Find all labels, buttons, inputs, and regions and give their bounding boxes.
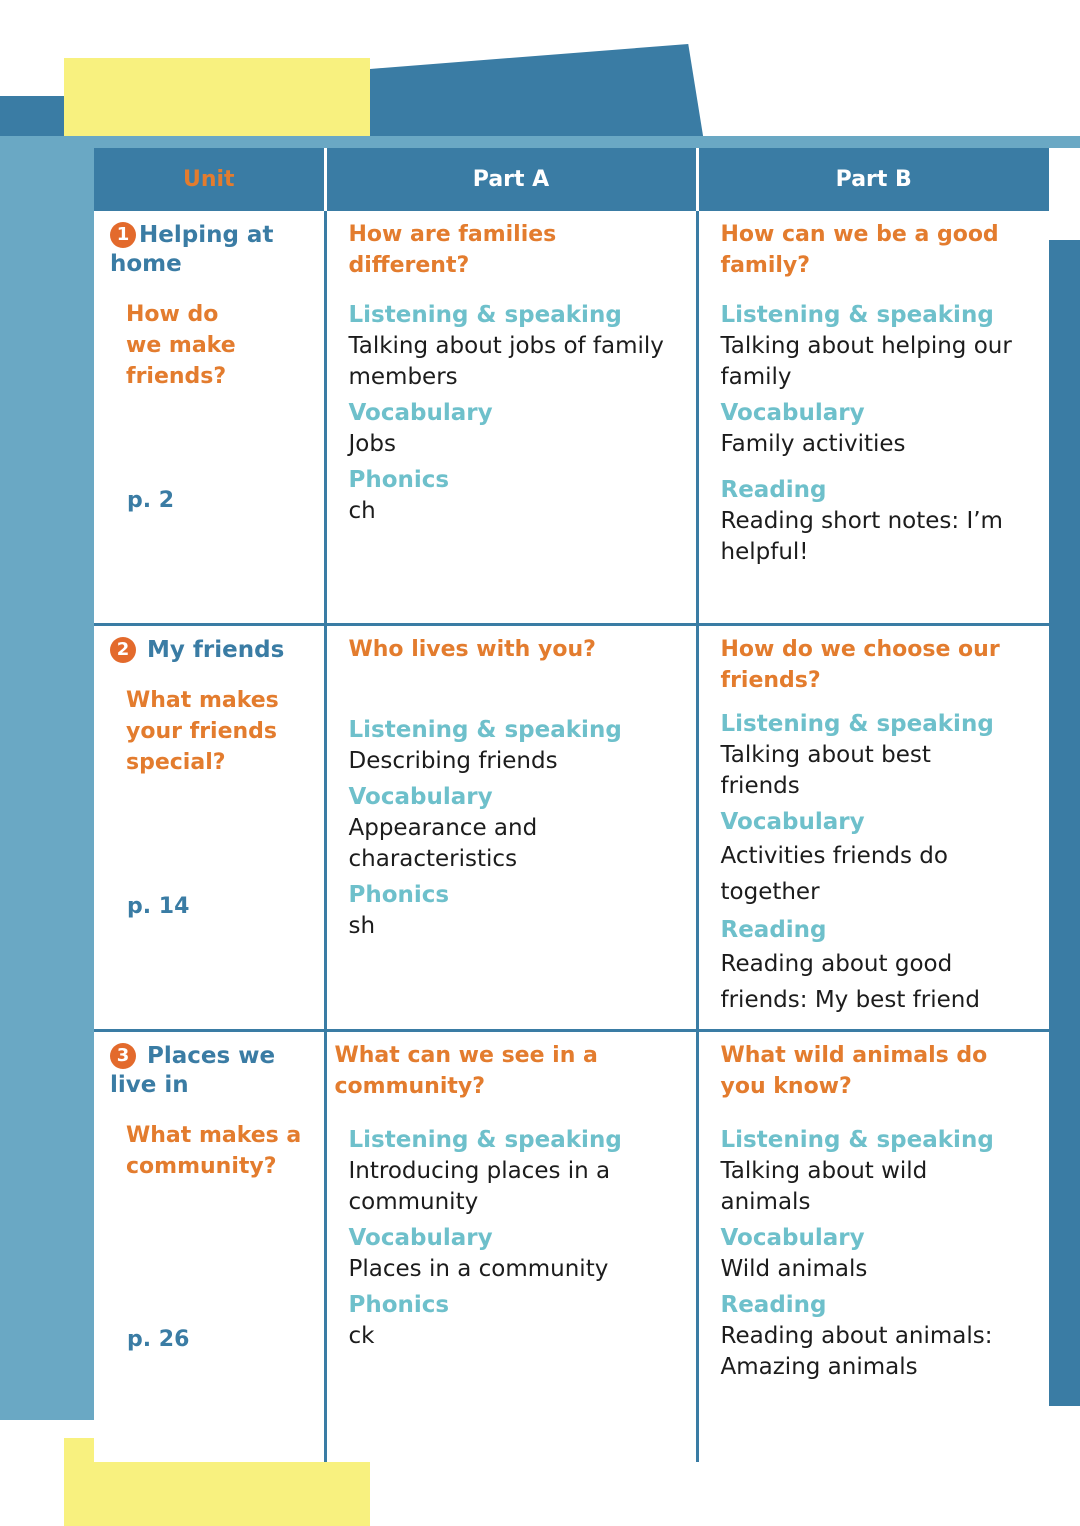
unit-question: How do we make friends? <box>126 302 236 389</box>
section-heading: Phonics <box>348 882 450 908</box>
section-text: Jobs <box>348 431 396 457</box>
part-a-cell <box>325 625 697 1031</box>
part-b-question: How do we choose our friends? <box>720 637 1000 693</box>
unit-row <box>94 1031 1049 1463</box>
section-text: Activities friends do together <box>720 843 948 905</box>
section-heading: Vocabulary <box>348 1225 493 1251</box>
unit-page: p. 26 <box>127 1327 190 1352</box>
yellow-block-top <box>64 58 370 148</box>
section-heading: Vocabulary <box>720 400 865 426</box>
section-heading: Listening & speaking <box>720 302 994 328</box>
header-part-b: Part B <box>697 148 1049 211</box>
unit-cell <box>94 1031 325 1463</box>
section-heading: Phonics <box>348 1292 450 1318</box>
part-b-cell <box>697 211 1049 625</box>
section-heading: Listening & speaking <box>348 302 622 328</box>
part-a-question: Who lives with you? <box>348 637 596 662</box>
header-row <box>94 148 1049 211</box>
part-a-sections <box>349 299 684 527</box>
contents-table <box>94 148 1049 1462</box>
part-b-cell <box>697 1031 1049 1463</box>
part-b-sections <box>721 708 1038 1018</box>
section-text: Reading short notes: I’m helpful! <box>720 508 1003 565</box>
header-unit: Unit <box>94 148 325 211</box>
section-text: ch <box>348 498 376 524</box>
section-heading: Reading <box>720 917 827 943</box>
unit-number-badge: 1 <box>110 222 136 248</box>
section-text: sh <box>348 913 376 939</box>
section-text: Describing friends <box>348 748 558 774</box>
part-b-question: What wild animals do you know? <box>720 1043 988 1099</box>
unit-row <box>94 625 1049 1031</box>
section-text: Family activities <box>720 431 906 457</box>
part-a-question: What can we see in a community? <box>334 1043 598 1099</box>
section-text: ck <box>348 1323 375 1349</box>
unit-page: p. 14 <box>127 894 190 919</box>
unit-title-text: My friends <box>147 637 285 663</box>
section-heading: Listening & speaking <box>720 1127 994 1153</box>
unit-title <box>110 636 312 665</box>
part-b-sections <box>721 299 1038 568</box>
section-heading: Phonics <box>348 467 450 493</box>
unit-question: What makes a community? <box>126 1123 302 1179</box>
unit-number-badge: 3 <box>110 1043 136 1069</box>
unit-cell <box>94 211 325 625</box>
part-b-sections <box>721 1124 1038 1383</box>
header-part-a: Part A <box>325 148 697 211</box>
part-a-sections <box>349 1124 684 1352</box>
blue-strip <box>0 136 1080 148</box>
section-heading: Listening & speaking <box>720 711 994 737</box>
right-side-panel <box>1049 240 1080 1406</box>
section-heading: Listening & speaking <box>348 1127 622 1153</box>
part-b-cell <box>697 625 1049 1031</box>
unit-title-text: Places we live in <box>110 1043 276 1098</box>
section-text: Talking about wild animals <box>720 1158 928 1215</box>
unit-title-text: Helping at home <box>110 222 274 277</box>
section-heading: Vocabulary <box>720 809 865 835</box>
part-a-cell <box>325 1031 697 1463</box>
section-heading: Vocabulary <box>720 1225 865 1251</box>
unit-row <box>94 211 1049 625</box>
blue-banner-right <box>370 44 705 148</box>
section-text: Talking about helping our family <box>720 333 1012 390</box>
unit-question: What makes your friends special? <box>126 688 279 775</box>
section-text: Reading about good friends: My best friend <box>720 951 980 1013</box>
section-text: Places in a community <box>348 1256 609 1282</box>
unit-title <box>110 221 312 279</box>
section-heading: Vocabulary <box>348 784 493 810</box>
section-heading: Vocabulary <box>348 400 493 426</box>
section-heading: Reading <box>720 477 827 503</box>
section-heading: Listening & speaking <box>348 717 622 743</box>
section-text: Talking about best friends <box>720 742 931 799</box>
section-text: Reading about animals: Amazing animals <box>720 1323 993 1380</box>
part-a-sections <box>349 714 684 942</box>
unit-number-badge: 2 <box>110 637 136 663</box>
part-a-question: How are families different? <box>348 222 557 278</box>
unit-title <box>110 1042 285 1100</box>
section-text: Talking about jobs of family members <box>348 333 664 390</box>
section-text: Appearance and characteristics <box>348 815 538 872</box>
part-b-question: How can we be a good family? <box>720 222 999 278</box>
unit-cell <box>94 625 325 1031</box>
part-a-cell <box>325 211 697 625</box>
left-side-panel <box>0 136 94 1420</box>
unit-page: p. 2 <box>127 488 175 513</box>
section-text: Wild animals <box>720 1256 868 1282</box>
section-text: Introducing places in a community <box>348 1158 611 1215</box>
section-heading: Reading <box>720 1292 827 1318</box>
